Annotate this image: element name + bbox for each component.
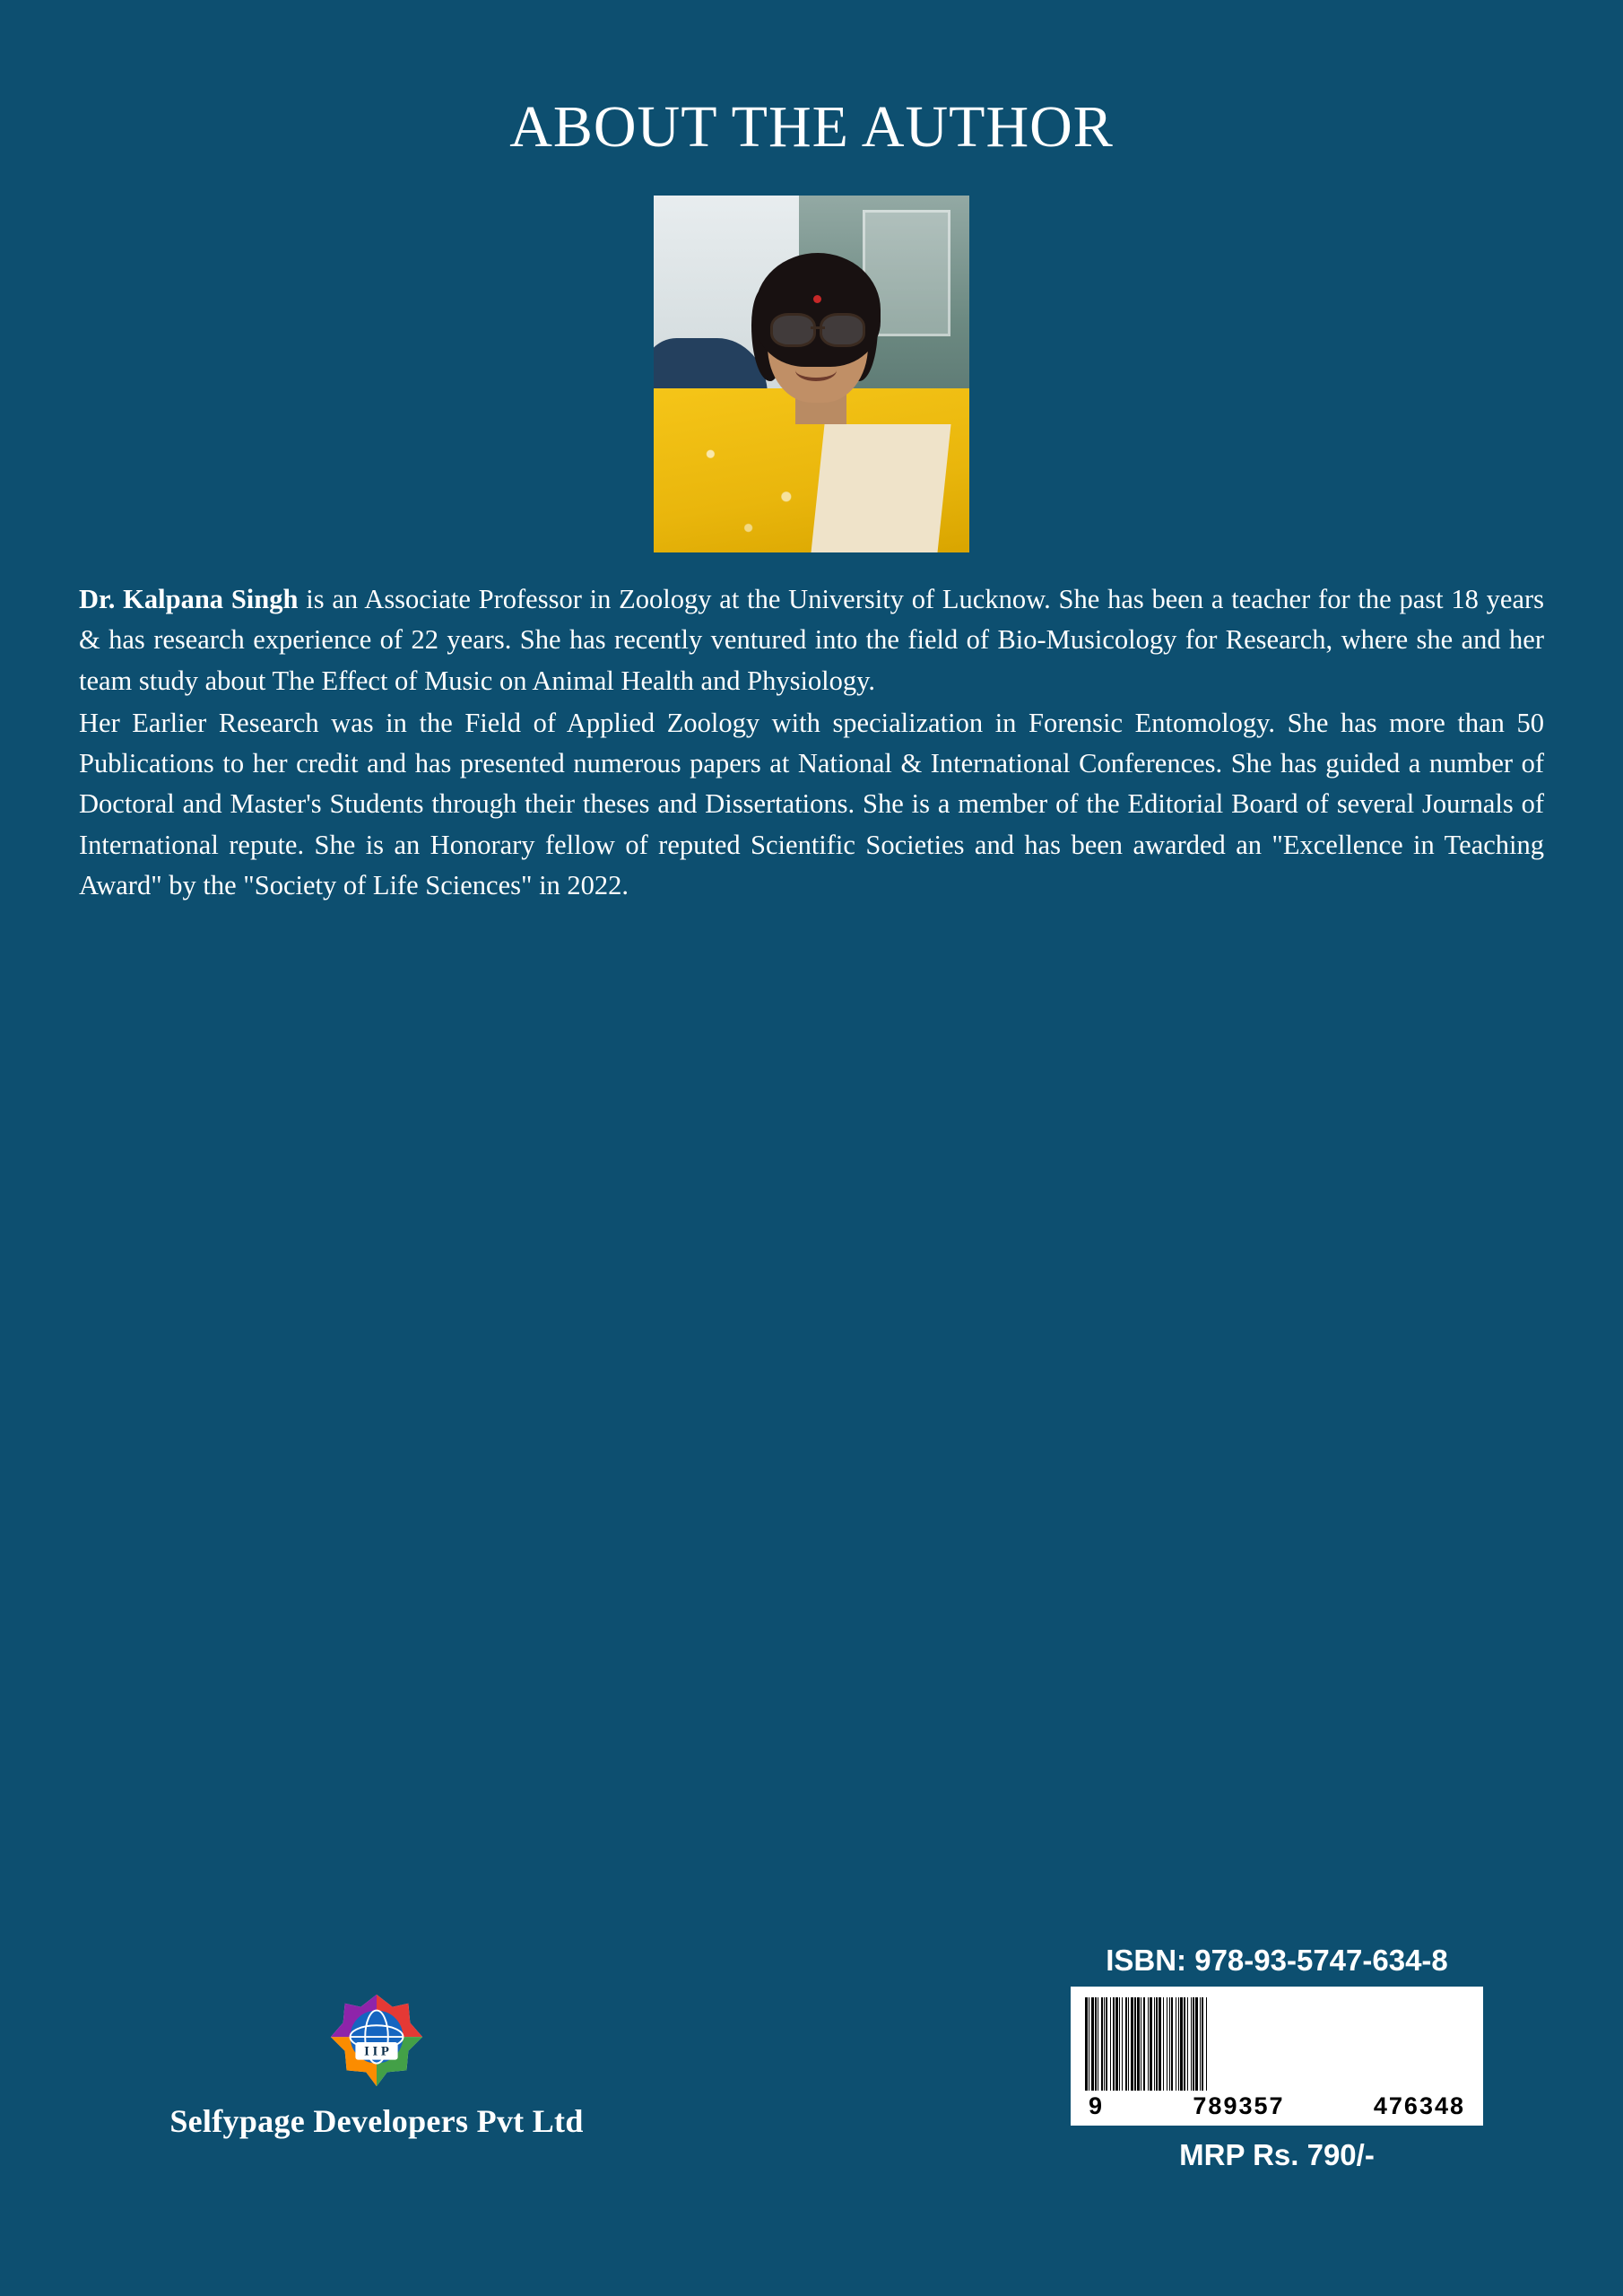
- barcode-bars: [1085, 1997, 1469, 2091]
- bio-paragraph-1: [79, 579, 1544, 701]
- footer: [0, 1944, 1623, 2196]
- photo-hair-top: [755, 253, 881, 367]
- isbn-barcode: [1071, 1987, 1483, 2126]
- barcode-left-group: 789357: [1193, 2092, 1285, 2119]
- photo-glasses: [770, 313, 865, 342]
- svg-text:I I P: I I P: [364, 2044, 389, 2059]
- mrp-price: MRP Rs. 790/-: [1179, 2138, 1375, 2171]
- photo-smile: [795, 360, 837, 381]
- author-bio: [79, 579, 1544, 906]
- photo-lens-right: [820, 313, 864, 347]
- barcode-digits: [1085, 2091, 1469, 2120]
- publisher-block: [143, 1987, 610, 2140]
- isbn-number: ISBN: 978-93-5747-634-8: [1106, 1944, 1448, 1977]
- page-title: ABOUT THE AUTHOR: [509, 94, 1114, 160]
- author-portrait-image: [654, 196, 969, 552]
- photo-blouse: [812, 424, 951, 552]
- bio-text-1: is an Associate Professor in Zoology at the University of Lucknow. She has been a teacher for the past 18 years & has research experience of 22 years. She has recently ventured into the field of Bio-Musicology for Research, where she and her team study about The Effect of Music on Animal Health and Physiology.: [79, 584, 1545, 696]
- photo-lens-left: [770, 313, 815, 347]
- author-name: Dr. Kalpana Singh: [79, 584, 299, 614]
- barcode-right-group: 476348: [1373, 2092, 1465, 2119]
- publisher-logo-icon: [324, 1987, 430, 2093]
- author-photo: [654, 196, 969, 552]
- bio-paragraph-2: Her Earlier Research was in the Field of Applied Zoology with specialization in Forensic Entomology. She has more than 50 Publications to her credit and has presented numerous papers at National & International Conferences. She has guided a number of Doctoral and Master's Students through their theses and Dissertations. She is a member of the Editorial Board of several Journals of International repute. She is an Honorary fellow of reputed Scientific Societies and has been awarded an "Excellence in Teaching Award" by the "Society of Life Sciences" in 2022.: [79, 707, 1544, 900]
- photo-glasses-bridge: [811, 326, 826, 329]
- publisher-name: Selfypage Developers Pvt Ltd: [169, 2103, 584, 2139]
- barcode-prefix-digit: 9: [1089, 2092, 1105, 2119]
- isbn-block: [1044, 1944, 1510, 2172]
